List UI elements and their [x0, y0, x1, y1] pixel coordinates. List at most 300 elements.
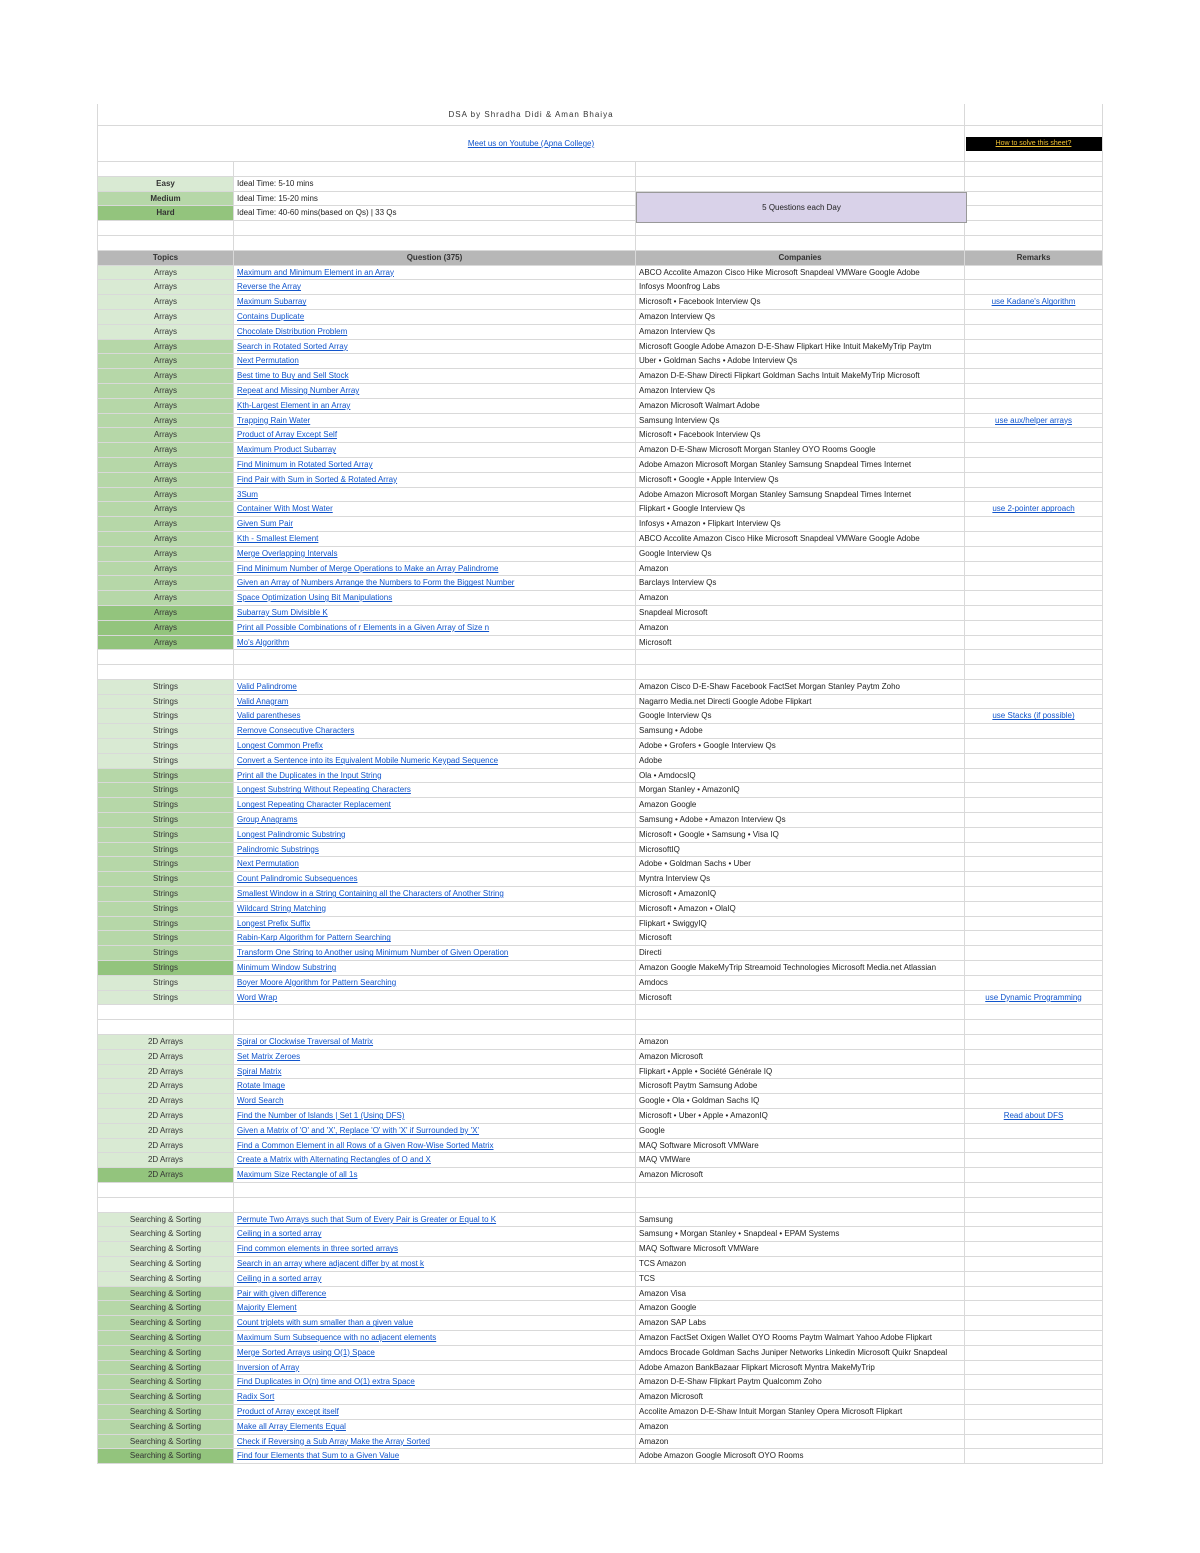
topic-cell: Arrays — [97, 562, 234, 577]
remarks-cell — [965, 1405, 1103, 1420]
remarks-cell — [965, 754, 1103, 769]
question-link[interactable]: Maximum Subarray — [234, 295, 636, 310]
remarks-cell — [965, 266, 1103, 281]
spacer-row — [97, 1020, 1103, 1035]
question-link[interactable]: Next Permutation — [234, 857, 636, 872]
companies-cell: Microsoft • Google • Samsung • Visa IQ — [636, 828, 965, 843]
companies-cell: Barclays Interview Qs — [636, 576, 965, 591]
topic-cell: Searching & Sorting — [97, 1287, 234, 1302]
question-link[interactable]: Search in an array where adjacent differ by at most k — [234, 1257, 636, 1272]
topic-cell: Strings — [97, 769, 234, 784]
empty-cell — [965, 177, 1103, 192]
question-link[interactable]: Find Pair with Sum in Sorted & Rotated Array — [234, 473, 636, 488]
topic-cell: 2D Arrays — [97, 1124, 234, 1139]
remarks-cell — [965, 606, 1103, 621]
companies-cell: Amazon Google — [636, 1301, 965, 1316]
table-row — [97, 1449, 1103, 1464]
remarks-cell — [965, 547, 1103, 562]
companies-cell: Nagarro Media.net Directi Google Adobe Flipkart — [636, 695, 965, 710]
remarks-cell — [965, 1375, 1103, 1390]
topic-cell: 2D Arrays — [97, 1079, 234, 1094]
question-link[interactable]: Ceiling in a sorted array — [234, 1227, 636, 1242]
question-link[interactable]: Create a Matrix with Alternating Rectangles of O and X — [234, 1153, 636, 1168]
remarks-cell — [965, 902, 1103, 917]
topic-cell: Searching & Sorting — [97, 1227, 234, 1242]
remarks-cell[interactable]: use Dynamic Programming — [965, 991, 1103, 1006]
question-link[interactable]: Find common elements in three sorted arrays — [234, 1242, 636, 1257]
table-row — [97, 1361, 1103, 1376]
companies-cell: ABCO Accolite Amazon Cisco Hike Microsoft Snapdeal VMWare Google Adobe — [636, 266, 965, 281]
remarks-cell[interactable]: use 2-pointer approach — [965, 502, 1103, 517]
question-link[interactable]: Permute Two Arrays such that Sum of Every Pair is Greater or Equal to K — [234, 1213, 636, 1228]
title-row — [97, 104, 1103, 126]
remarks-cell — [965, 1094, 1103, 1109]
companies-cell: Amazon — [636, 591, 965, 606]
link-row — [97, 126, 1103, 162]
topic-cell: Arrays — [97, 636, 234, 651]
remarks-cell — [965, 428, 1103, 443]
table-row — [97, 1301, 1103, 1316]
topic-cell: Searching & Sorting — [97, 1213, 234, 1228]
topic-cell: Strings — [97, 887, 234, 902]
question-link[interactable]: Next Permutation — [234, 354, 636, 369]
topic-cell: Strings — [97, 857, 234, 872]
question-link[interactable]: Rabin-Karp Algorithm for Pattern Searching — [234, 931, 636, 946]
remarks-cell — [965, 576, 1103, 591]
companies-cell: Amazon Google MakeMyTrip Streamoid Technologies Microsoft Media.net Atlassian — [636, 961, 965, 976]
question-link[interactable]: Set Matrix Zeroes — [234, 1050, 636, 1065]
companies-cell: Amazon Visa — [636, 1287, 965, 1302]
table-header — [97, 251, 1103, 266]
table-row — [97, 931, 1103, 946]
companies-cell: Snapdeal Microsoft — [636, 606, 965, 621]
table-row — [97, 384, 1103, 399]
question-link[interactable]: Majority Element — [234, 1301, 636, 1316]
companies-cell: Adobe Amazon Google Microsoft OYO Rooms — [636, 1449, 965, 1464]
remarks-cell — [965, 1316, 1103, 1331]
table-row — [97, 813, 1103, 828]
remarks-cell — [965, 1213, 1103, 1228]
remarks-cell — [965, 1227, 1103, 1242]
companies-cell: Google Interview Qs — [636, 547, 965, 562]
remarks-cell[interactable]: Read about DFS — [965, 1109, 1103, 1124]
companies-cell: MAQ Software Microsoft VMWare — [636, 1139, 965, 1154]
companies-cell: MAQ Software Microsoft VMWare — [636, 1242, 965, 1257]
table-row — [97, 295, 1103, 310]
remarks-cell — [965, 636, 1103, 651]
question-link[interactable]: Valid Anagram — [234, 695, 636, 710]
spacer-row — [97, 650, 1103, 665]
question-link[interactable]: Print all Possible Combinations of r Elements in a Given Array of Size n — [234, 621, 636, 636]
topic-cell: Arrays — [97, 325, 234, 340]
remarks-cell — [965, 621, 1103, 636]
empty-cell — [965, 192, 1103, 207]
remarks-cell[interactable]: use aux/helper arrays — [965, 414, 1103, 429]
remarks-cell — [965, 1139, 1103, 1154]
topic-cell: Arrays — [97, 384, 234, 399]
header-remarks: Remarks — [965, 251, 1103, 266]
companies-cell: Microsoft • Facebook Interview Qs — [636, 428, 965, 443]
question-link[interactable]: Find the Number of Islands | Set 1 (Using DFS) — [234, 1109, 636, 1124]
topic-cell: Arrays — [97, 266, 234, 281]
remarks-cell — [965, 976, 1103, 991]
remarks-cell — [965, 325, 1103, 340]
table-row — [97, 428, 1103, 443]
table-row — [97, 354, 1103, 369]
remarks-cell[interactable]: use Kadane's Algorithm — [965, 295, 1103, 310]
table-row — [97, 606, 1103, 621]
table-row — [97, 502, 1103, 517]
remarks-cell — [965, 887, 1103, 902]
remarks-cell[interactable]: use Stacks (if possible) — [965, 709, 1103, 724]
question-link[interactable]: Reverse the Array — [234, 280, 636, 295]
table-row — [97, 1375, 1103, 1390]
question-link[interactable]: Find Minimum Number of Merge Operations to Make an Array Palindrome — [234, 562, 636, 577]
remarks-cell — [965, 813, 1103, 828]
table-row — [97, 857, 1103, 872]
table-row — [97, 902, 1103, 917]
question-link[interactable]: 3Sum — [234, 488, 636, 503]
question-link[interactable]: Trapping Rain Water — [234, 414, 636, 429]
topic-cell: Strings — [97, 798, 234, 813]
companies-cell: Amazon — [636, 621, 965, 636]
remarks-cell — [965, 783, 1103, 798]
table-row — [97, 1272, 1103, 1287]
companies-cell: ABCO Accolite Amazon Cisco Hike Microsoft Snapdeal VMWare Google Adobe — [636, 532, 965, 547]
companies-cell: TCS — [636, 1272, 965, 1287]
table-row — [97, 1242, 1103, 1257]
table-row — [97, 828, 1103, 843]
question-link[interactable]: Maximum and Minimum Element in an Array — [234, 266, 636, 281]
question-link[interactable]: Longest Repeating Character Replacement — [234, 798, 636, 813]
question-link[interactable]: Valid parentheses — [234, 709, 636, 724]
table-row — [97, 1257, 1103, 1272]
question-link[interactable]: Product of Array except itself — [234, 1405, 636, 1420]
question-link[interactable]: Word Wrap — [234, 991, 636, 1006]
topic-cell: Strings — [97, 991, 234, 1006]
question-link[interactable]: Search in Rotated Sorted Array — [234, 340, 636, 355]
remarks-cell — [965, 680, 1103, 695]
table-row — [97, 1287, 1103, 1302]
remarks-cell — [965, 1168, 1103, 1183]
spacer-row — [97, 1198, 1103, 1213]
question-link[interactable]: Boyer Moore Algorithm for Pattern Searching — [234, 976, 636, 991]
companies-cell: Samsung • Morgan Stanley • Snapdeal • EPAM Systems — [636, 1227, 965, 1242]
topic-cell: Strings — [97, 961, 234, 976]
question-link[interactable]: Given an Array of Numbers Arrange the Numbers to Form the Biggest Number — [234, 576, 636, 591]
question-link[interactable]: Space Optimization Using Bit Manipulations — [234, 591, 636, 606]
question-link[interactable]: Merge Sorted Arrays using O(1) Space — [234, 1346, 636, 1361]
companies-cell: Amazon — [636, 1035, 965, 1050]
companies-cell: Microsoft • AmazonIQ — [636, 887, 965, 902]
daily-note: 5 Questions each Day — [636, 192, 967, 224]
table-row — [97, 1390, 1103, 1405]
topic-cell: Searching & Sorting — [97, 1316, 234, 1331]
topic-cell: 2D Arrays — [97, 1153, 234, 1168]
topic-cell: Arrays — [97, 532, 234, 547]
spacer-row — [97, 1005, 1103, 1020]
remarks-cell — [965, 517, 1103, 532]
remarks-cell — [965, 1390, 1103, 1405]
table-row — [97, 1153, 1103, 1168]
table-row — [97, 636, 1103, 651]
question-link[interactable]: Valid Palindrome — [234, 680, 636, 695]
question-link[interactable]: Longest Common Prefix — [234, 739, 636, 754]
topic-cell: Strings — [97, 976, 234, 991]
question-link[interactable]: Spiral or Clockwise Traversal of Matrix — [234, 1035, 636, 1050]
topic-cell: Arrays — [97, 621, 234, 636]
topic-cell: Searching & Sorting — [97, 1242, 234, 1257]
table-row — [97, 547, 1103, 562]
table-row — [97, 1079, 1103, 1094]
companies-cell: Samsung • Adobe — [636, 724, 965, 739]
remarks-cell — [965, 1153, 1103, 1168]
empty-cell — [636, 177, 965, 192]
question-link[interactable]: Product of Array Except Self — [234, 428, 636, 443]
topic-cell: Searching & Sorting — [97, 1301, 234, 1316]
companies-cell: Directi — [636, 946, 965, 961]
companies-cell: Google • Ola • Goldman Sachs IQ — [636, 1094, 965, 1109]
sheet-title: DSA by Shradha Didi & Aman Bhaiya — [97, 104, 965, 126]
topic-cell: Arrays — [97, 443, 234, 458]
remarks-cell — [965, 1420, 1103, 1435]
table-row — [97, 1435, 1103, 1450]
remarks-cell — [965, 532, 1103, 547]
table-row — [97, 280, 1103, 295]
remarks-cell — [965, 1124, 1103, 1139]
topic-cell: Strings — [97, 813, 234, 828]
question-link[interactable]: Best time to Buy and Sell Stock — [234, 369, 636, 384]
topic-cell: Strings — [97, 724, 234, 739]
difficulty-row — [97, 177, 1103, 192]
table-row — [97, 399, 1103, 414]
question-link[interactable]: Transform One String to Another using Minimum Number of Given Operation — [234, 946, 636, 961]
companies-cell: Amazon Microsoft — [636, 1168, 965, 1183]
companies-cell: Microsoft — [636, 636, 965, 651]
table-row — [97, 621, 1103, 636]
question-link[interactable]: Remove Consecutive Characters — [234, 724, 636, 739]
question-link[interactable]: Ceiling in a sorted array — [234, 1272, 636, 1287]
table-row — [97, 798, 1103, 813]
companies-cell: Samsung Interview Qs — [636, 414, 965, 429]
question-link[interactable]: Find a Common Element in all Rows of a Given Row-Wise Sorted Matrix — [234, 1139, 636, 1154]
table-row — [97, 843, 1103, 858]
question-link[interactable]: Maximum Sum Subsequence with no adjacent elements — [234, 1331, 636, 1346]
table-row — [97, 443, 1103, 458]
question-link[interactable]: Merge Overlapping Intervals — [234, 547, 636, 562]
topic-cell: Strings — [97, 946, 234, 961]
topic-cell: Searching & Sorting — [97, 1375, 234, 1390]
table-row — [97, 488, 1103, 503]
difficulty-time: Ideal Time: 15-20 mins — [234, 192, 636, 207]
topic-cell: 2D Arrays — [97, 1139, 234, 1154]
remarks-cell — [965, 488, 1103, 503]
question-link[interactable]: Radix Sort — [234, 1390, 636, 1405]
companies-cell: Microsoft • Amazon • OlaIQ — [636, 902, 965, 917]
companies-cell: Amazon Interview Qs — [636, 384, 965, 399]
remarks-cell — [965, 931, 1103, 946]
companies-cell: Amazon — [636, 1420, 965, 1435]
remarks-cell — [965, 443, 1103, 458]
table-row — [97, 414, 1103, 429]
topic-cell: 2D Arrays — [97, 1168, 234, 1183]
topic-cell: Arrays — [97, 458, 234, 473]
remarks-cell — [965, 280, 1103, 295]
companies-cell: Samsung — [636, 1213, 965, 1228]
question-link[interactable]: Rotate Image — [234, 1079, 636, 1094]
topic-cell: Strings — [97, 917, 234, 932]
difficulty-label: Easy — [97, 177, 234, 192]
companies-cell: Flipkart • SwiggyIQ — [636, 917, 965, 932]
table-row — [97, 1094, 1103, 1109]
remarks-cell — [965, 1361, 1103, 1376]
companies-cell: Adobe Amazon Microsoft Morgan Stanley Samsung Snapdeal Times Internet — [636, 488, 965, 503]
question-link[interactable]: Smallest Window in a String Containing all the Characters of Another String — [234, 887, 636, 902]
table-row — [97, 739, 1103, 754]
topic-cell: Strings — [97, 828, 234, 843]
question-link[interactable]: Count triplets with sum smaller than a given value — [234, 1316, 636, 1331]
table-row — [97, 310, 1103, 325]
remarks-cell — [965, 562, 1103, 577]
question-link[interactable]: Pair with given difference — [234, 1287, 636, 1302]
topic-cell: 2D Arrays — [97, 1050, 234, 1065]
companies-cell: Google Interview Qs — [636, 709, 965, 724]
question-link[interactable]: Container With Most Water — [234, 502, 636, 517]
remarks-cell — [965, 591, 1103, 606]
question-link[interactable]: Wildcard String Matching — [234, 902, 636, 917]
topic-cell: Searching & Sorting — [97, 1346, 234, 1361]
topic-cell: Strings — [97, 902, 234, 917]
question-link[interactable]: Spiral Matrix — [234, 1065, 636, 1080]
topic-cell: Arrays — [97, 576, 234, 591]
remarks-cell — [965, 798, 1103, 813]
question-link[interactable]: Word Search — [234, 1094, 636, 1109]
question-link[interactable]: Group Anagrams — [234, 813, 636, 828]
companies-cell: Morgan Stanley • AmazonIQ — [636, 783, 965, 798]
topic-cell: Strings — [97, 709, 234, 724]
companies-cell: Infosys • Amazon • Flipkart Interview Qs — [636, 517, 965, 532]
question-link[interactable]: Longest Palindromic Substring — [234, 828, 636, 843]
table-row — [97, 1139, 1103, 1154]
question-link[interactable]: Find Minimum in Rotated Sorted Array — [234, 458, 636, 473]
table-row — [97, 1405, 1103, 1420]
topic-cell: Strings — [97, 695, 234, 710]
remarks-cell — [965, 310, 1103, 325]
table-row — [97, 1124, 1103, 1139]
topic-cell: 2D Arrays — [97, 1035, 234, 1050]
table-row — [97, 517, 1103, 532]
table-row — [97, 695, 1103, 710]
remarks-cell — [965, 1331, 1103, 1346]
question-link[interactable]: Longest Prefix Suffix — [234, 917, 636, 932]
companies-cell: Microsoft • Uber • Apple • AmazonIQ — [636, 1109, 965, 1124]
difficulty-block — [97, 177, 1103, 221]
companies-cell: Flipkart • Apple • Société Générale IQ — [636, 1065, 965, 1080]
table-row — [97, 976, 1103, 991]
table-row — [97, 1213, 1103, 1228]
companies-cell: Ola • AmdocsIQ — [636, 769, 965, 784]
question-link[interactable]: Subarray Sum Divisible K — [234, 606, 636, 621]
spacer-row — [97, 1183, 1103, 1198]
question-link[interactable]: Chocolate Distribution Problem — [234, 325, 636, 340]
topic-cell: Arrays — [97, 517, 234, 532]
topic-cell: Strings — [97, 872, 234, 887]
question-link[interactable]: Minimum Window Substring — [234, 961, 636, 976]
remarks-cell — [965, 872, 1103, 887]
remarks-cell — [965, 739, 1103, 754]
companies-cell: Microsoft Google Adobe Amazon D-E-Shaw Flipkart Hike Intuit MakeMyTrip Paytm — [636, 340, 965, 355]
question-link[interactable]: Make all Array Elements Equal — [234, 1420, 636, 1435]
remarks-cell — [965, 354, 1103, 369]
table-row — [97, 473, 1103, 488]
remarks-cell — [965, 961, 1103, 976]
table-row — [97, 532, 1103, 547]
companies-cell: Amazon FactSet Oxigen Wallet OYO Rooms Paytm Walmart Yahoo Adobe Flipkart — [636, 1331, 965, 1346]
youtube-link[interactable]: Meet us on Youtube (Apna College) — [97, 126, 965, 162]
topic-cell: Strings — [97, 931, 234, 946]
question-link[interactable]: Convert a Sentence into its Equivalent Mobile Numeric Keypad Sequence — [234, 754, 636, 769]
table-row — [97, 680, 1103, 695]
companies-cell: Amazon SAP Labs — [636, 1316, 965, 1331]
remarks-cell — [965, 1079, 1103, 1094]
topic-cell: Searching & Sorting — [97, 1361, 234, 1376]
question-link[interactable]: Count Palindromic Subsequences — [234, 872, 636, 887]
table-row — [97, 1065, 1103, 1080]
question-link[interactable]: Check if Reversing a Sub Array Make the Array Sorted — [234, 1435, 636, 1450]
topic-cell: Arrays — [97, 414, 234, 429]
table-row — [97, 769, 1103, 784]
remarks-cell — [965, 1346, 1103, 1361]
question-link[interactable]: Kth-Largest Element in an Array — [234, 399, 636, 414]
question-table — [97, 266, 1103, 1465]
remarks-cell — [965, 340, 1103, 355]
topic-cell: Arrays — [97, 591, 234, 606]
question-link[interactable]: Print all the Duplicates in the Input String — [234, 769, 636, 784]
companies-cell: Amazon Microsoft Walmart Adobe — [636, 399, 965, 414]
question-link[interactable]: Palindromic Substrings — [234, 843, 636, 858]
companies-cell: Flipkart • Google Interview Qs — [636, 502, 965, 517]
question-link[interactable]: Contains Duplicate — [234, 310, 636, 325]
table-row — [97, 724, 1103, 739]
remarks-cell — [965, 1301, 1103, 1316]
question-link[interactable]: Find four Elements that Sum to a Given Value — [234, 1449, 636, 1464]
question-link[interactable]: Kth - Smallest Element — [234, 532, 636, 547]
table-row — [97, 917, 1103, 932]
table-row — [97, 591, 1103, 606]
question-link[interactable]: Find Duplicates in O(n) time and O(1) extra Space — [234, 1375, 636, 1390]
question-link[interactable]: Maximum Product Subarray — [234, 443, 636, 458]
question-link[interactable]: Given Sum Pair — [234, 517, 636, 532]
table-row — [97, 1227, 1103, 1242]
howto-button[interactable]: How to solve this sheet? — [966, 137, 1102, 151]
question-link[interactable]: Mo's Algorithm — [234, 636, 636, 651]
topic-cell: Searching & Sorting — [97, 1272, 234, 1287]
question-link[interactable]: Maximum Size Rectangle of all 1s — [234, 1168, 636, 1183]
question-link[interactable]: Inversion of Array — [234, 1361, 636, 1376]
companies-cell: Amazon Interview Qs — [636, 310, 965, 325]
question-link[interactable]: Given a Matrix of 'O' and 'X', Replace 'O' with 'X' if Surrounded by 'X' — [234, 1124, 636, 1139]
difficulty-label: Medium — [97, 192, 234, 207]
topic-cell: 2D Arrays — [97, 1109, 234, 1124]
spacer-row — [97, 162, 1103, 177]
remarks-cell — [965, 1035, 1103, 1050]
question-link[interactable]: Repeat and Missing Number Array — [234, 384, 636, 399]
table-row — [97, 754, 1103, 769]
topic-cell: Arrays — [97, 340, 234, 355]
question-link[interactable]: Longest Substring Without Repeating Characters — [234, 783, 636, 798]
remarks-cell — [965, 384, 1103, 399]
topic-cell: Searching & Sorting — [97, 1331, 234, 1346]
